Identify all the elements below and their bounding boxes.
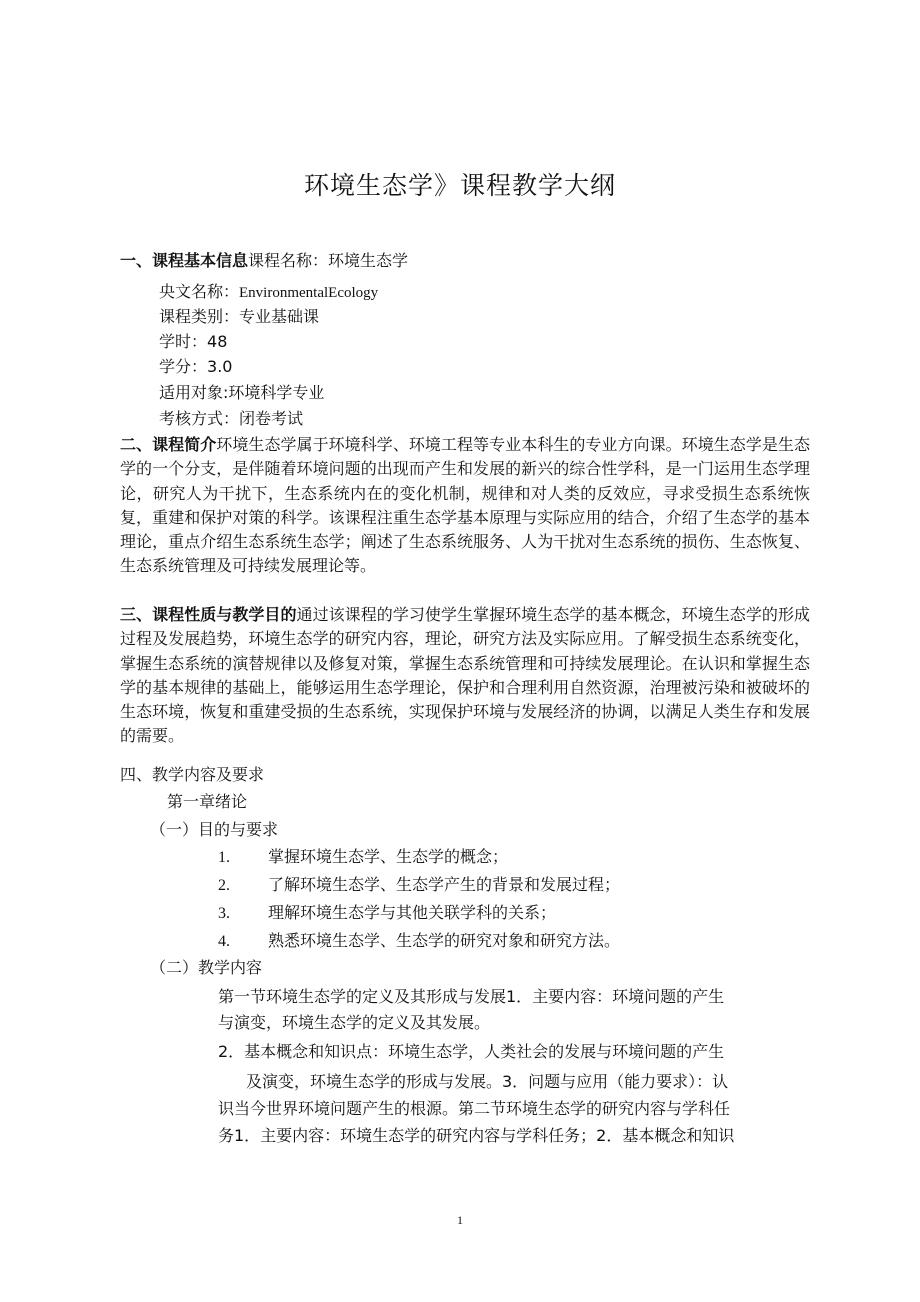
content-line: 识当今世界环境问题产生的根源。第二节环境生态学的研究内容与学科任 bbox=[218, 1099, 731, 1118]
list-item-number: 2. bbox=[218, 877, 230, 894]
section3-heading: 三、课程性质与教学目的 bbox=[120, 605, 297, 624]
english-name-line bbox=[159, 280, 378, 305]
list-item-number: 3. bbox=[218, 905, 230, 922]
list-item bbox=[218, 873, 620, 898]
target-audience: 适用对象:环境科学专业 bbox=[159, 383, 325, 402]
section2-heading: 二、课程简介 bbox=[120, 435, 217, 454]
section1-line bbox=[120, 249, 408, 273]
list-item bbox=[218, 929, 620, 954]
chapter-title: 第一章绪论 bbox=[167, 792, 248, 811]
hours-value: 48 bbox=[207, 332, 228, 351]
page-title: 环境生态学》课程教学大纲 bbox=[303, 171, 616, 200]
section1-heading: 一、课程基本信息 bbox=[120, 251, 249, 270]
content-line: 2．基本概念和知识点：环境生态学，人类社会的发展与环境问题的产生 bbox=[218, 1042, 725, 1061]
section2-text: 环境生态学属于环境科学、环境工程等专业本科生的专业方向课。环境生态学是生态学的一个分支，是伴随着环境问题的出现而产生和发展的新兴的综合性学科，是一门运用生态学理论，研究人为干扰下，生态系统内在的变化机制，规律和对人类的反效应，寻求受损生态系统恢复，重建和保护对策的科学。该课程注重生态学基本原理与实际应用的结合，介绍了生态学的基本理论，重点介绍生态系统生态学；阐述了生态系统服务、人为干扰对生态系统的损伤、生态恢复、生态系统管理及可持续发展理论等。 bbox=[120, 435, 810, 576]
course-name: 课程名称：环境生态学 bbox=[248, 251, 409, 270]
credits-value: 3.0 bbox=[207, 357, 233, 376]
content-line: 与演变，环境生态学的定义及其发展。 bbox=[218, 1013, 491, 1032]
list-item bbox=[218, 901, 556, 926]
section3-text: 通过该课程的学习使学生掌握环境生态学的基本概念，环境生态学的形成过程及发展趋势，环境生态学的研究内容，理论，研究方法及实际应用。了解受损生态系统变化，掌握生态系统的演替规律以及修复对策，掌握生态系统管理和可持续发展理论。在认识和掌握生态学的基本规律的基础上，能够运用生态学理论，保护和合理利用自然资源，治理被污染和被破坏的生态环境，恢复和重建受损的生态系统，实现保护环境与发展经济的协调，以满足人类生存和发展的需要。 bbox=[120, 605, 810, 746]
list-item bbox=[218, 845, 508, 870]
subsection-goals: （一）目的与要求 bbox=[150, 820, 279, 839]
page-number: 1 bbox=[457, 1213, 463, 1227]
section4-heading: 四、教学内容及要求 bbox=[120, 765, 265, 784]
credits-line bbox=[159, 355, 232, 379]
course-intro-paragraph bbox=[120, 433, 810, 579]
list-item-number: 4. bbox=[218, 933, 230, 950]
english-name-label: 央文名称： bbox=[159, 284, 240, 301]
exam-method: 考核方式：闭卷考试 bbox=[159, 409, 304, 428]
list-item-number: 1. bbox=[218, 849, 230, 866]
list-item-text: 熟悉环境生态学、生态学的研究对象和研究方法。 bbox=[268, 931, 621, 950]
content-line: 务1．主要内容：环境生态学的研究内容与学科任务；2．基本概念和知识 bbox=[218, 1126, 735, 1145]
hours-label: 学时： bbox=[159, 332, 208, 351]
hours-line bbox=[159, 330, 227, 354]
subsection-content: （二）教学内容 bbox=[150, 958, 263, 977]
list-item-text: 掌握环境生态学、生态学的概念； bbox=[268, 847, 509, 866]
list-item-text: 理解环境生态学与其他关联学科的关系； bbox=[268, 903, 557, 922]
course-purpose-paragraph bbox=[120, 603, 810, 749]
content-line: 及演变，环境生态学的形成与发展。3．问题与应用（能力要求）：认 bbox=[246, 1072, 729, 1091]
course-category: 课程类别：专业基础课 bbox=[159, 307, 320, 326]
english-name-value: EnvironmentalEcology bbox=[239, 285, 379, 301]
content-line: 第一节环境生态学的定义及其形成与发展1．主要内容：环境问题的产生 bbox=[218, 987, 725, 1006]
list-item-text: 了解环境生态学、生态学产生的背景和发展过程； bbox=[268, 875, 621, 894]
credits-label: 学分： bbox=[159, 357, 208, 376]
